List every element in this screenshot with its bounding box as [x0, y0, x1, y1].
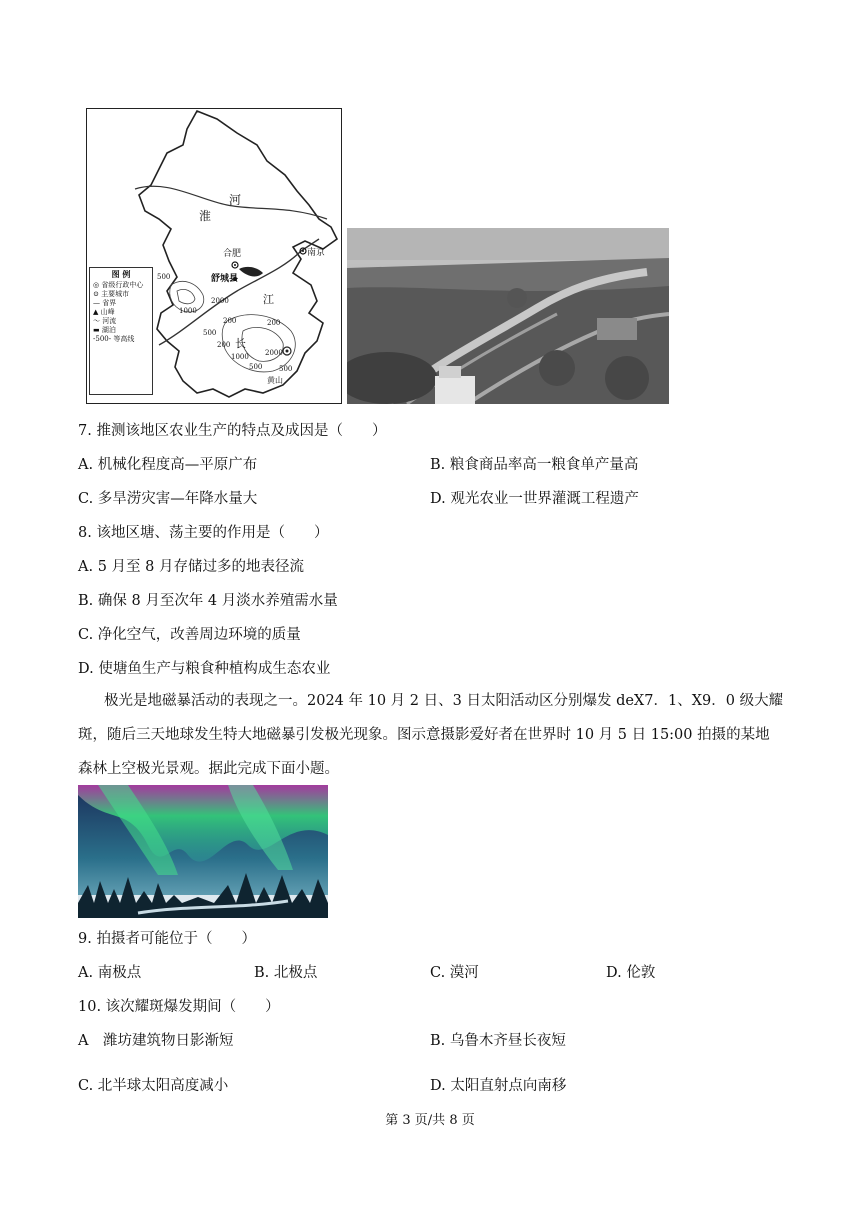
- q7-option-a[interactable]: A. 机械化程度高—平原广布: [78, 457, 258, 473]
- aurora-photo: [78, 785, 328, 918]
- q9-option-d[interactable]: D. 伦敦: [606, 965, 656, 981]
- legend-item: ⊙ 主要城市: [93, 290, 130, 298]
- q9-stem: 9. 拍摄者可能位于（ ）: [78, 931, 256, 947]
- legend-item: ▲ 山峰: [93, 308, 115, 316]
- contour-label: 1000: [179, 307, 197, 315]
- q10-option-d[interactable]: D. 太阳直射点向南移: [430, 1078, 567, 1094]
- q9-option-b[interactable]: B. 北极点: [254, 965, 318, 981]
- q7-stem: 7. 推测该地区农业生产的特点及成因是（ ）: [78, 423, 387, 439]
- passage-line-3: 森林上空极光景观。据此完成下面小题。: [78, 761, 339, 777]
- legend-title: 图 例: [111, 269, 131, 279]
- jiang-label: 江: [263, 293, 274, 306]
- q10-option-a[interactable]: A 潍坊建筑物日影渐短: [78, 1033, 234, 1049]
- chang-label: 长: [235, 337, 246, 350]
- contour-label: 500: [279, 365, 293, 373]
- q8-option-a[interactable]: A. 5 月至 8 月存储过多的地表径流: [78, 559, 304, 575]
- contour-label: 500: [157, 273, 171, 281]
- huangshan-label: 黄山: [267, 376, 283, 385]
- legend-item: 〜 河流: [93, 317, 117, 325]
- aerial-photo-graphic: [347, 228, 669, 404]
- contour-label: 500: [203, 329, 217, 337]
- contour-label: 2000: [211, 297, 229, 305]
- q7-option-c[interactable]: C. 多旱涝灾害—年降水量大: [78, 491, 258, 507]
- legend-item: ▬ 湖泊: [93, 326, 116, 334]
- he-river-label: 河: [229, 193, 242, 207]
- nanjing-label: 南京: [307, 248, 326, 258]
- contour-label: 200: [223, 317, 237, 325]
- aerial-photo: [347, 228, 669, 404]
- shucheng-label: 舒城县: [211, 274, 239, 284]
- province-map: [86, 108, 342, 404]
- legend-item: ◎ 省级行政中心: [93, 281, 144, 289]
- q8-option-b[interactable]: B. 确保 8 月至次年 4 月淡水养殖需水量: [78, 593, 338, 609]
- q10-option-b[interactable]: B. 乌鲁木齐昼长夜短: [430, 1033, 566, 1049]
- passage-line-2: 斑，随后三天地球发生特大地磁暴引发极光现象。图示意摄影爱好者在世界时 10 月 5 日 15:00 拍摄的某地: [78, 727, 770, 743]
- q9-option-a[interactable]: A. 南极点: [78, 965, 142, 981]
- q8-stem: 8. 该地区塘、荡主要的作用是（ ）: [78, 525, 329, 541]
- contour-label: 200: [217, 341, 231, 349]
- q8-option-c[interactable]: C. 净化空气，改善周边环境的质量: [78, 627, 301, 643]
- q10-option-c[interactable]: C. 北半球太阳高度减小: [78, 1078, 229, 1094]
- q7-option-d[interactable]: D. 观光农业一世界灌溉工程遗产: [430, 491, 639, 507]
- contour-label: 1000: [231, 353, 249, 361]
- q9-option-c[interactable]: C. 漠河: [430, 965, 479, 981]
- aurora-photo-graphic: [78, 785, 328, 918]
- map-legend: [89, 267, 153, 395]
- q7-option-b[interactable]: B. 粮食商品率高一粮食单产量高: [430, 457, 639, 473]
- contour-label: 200: [267, 319, 281, 327]
- hefei-label: 合肥: [223, 249, 242, 259]
- q8-option-d[interactable]: D. 使塘鱼生产与粮食种植构成生态农业: [78, 661, 331, 677]
- passage-line-1: 极光是地磁暴活动的表现之一。2024 年 10 月 2 日、3 日太阳活动区分别爆发 deX7．1、X9．0 级大耀: [104, 693, 784, 709]
- q10-stem: 10. 该次耀斑爆发期间（ ）: [78, 999, 280, 1015]
- page-footer: 第 3 页/共 8 页: [385, 1113, 475, 1128]
- huai-river-label: 淮: [199, 209, 212, 223]
- contour-label: 500: [249, 363, 263, 371]
- contour-label: 2000: [265, 349, 283, 357]
- legend-item: — 省界: [93, 299, 117, 307]
- legend-item: -500- 等高线: [93, 335, 135, 343]
